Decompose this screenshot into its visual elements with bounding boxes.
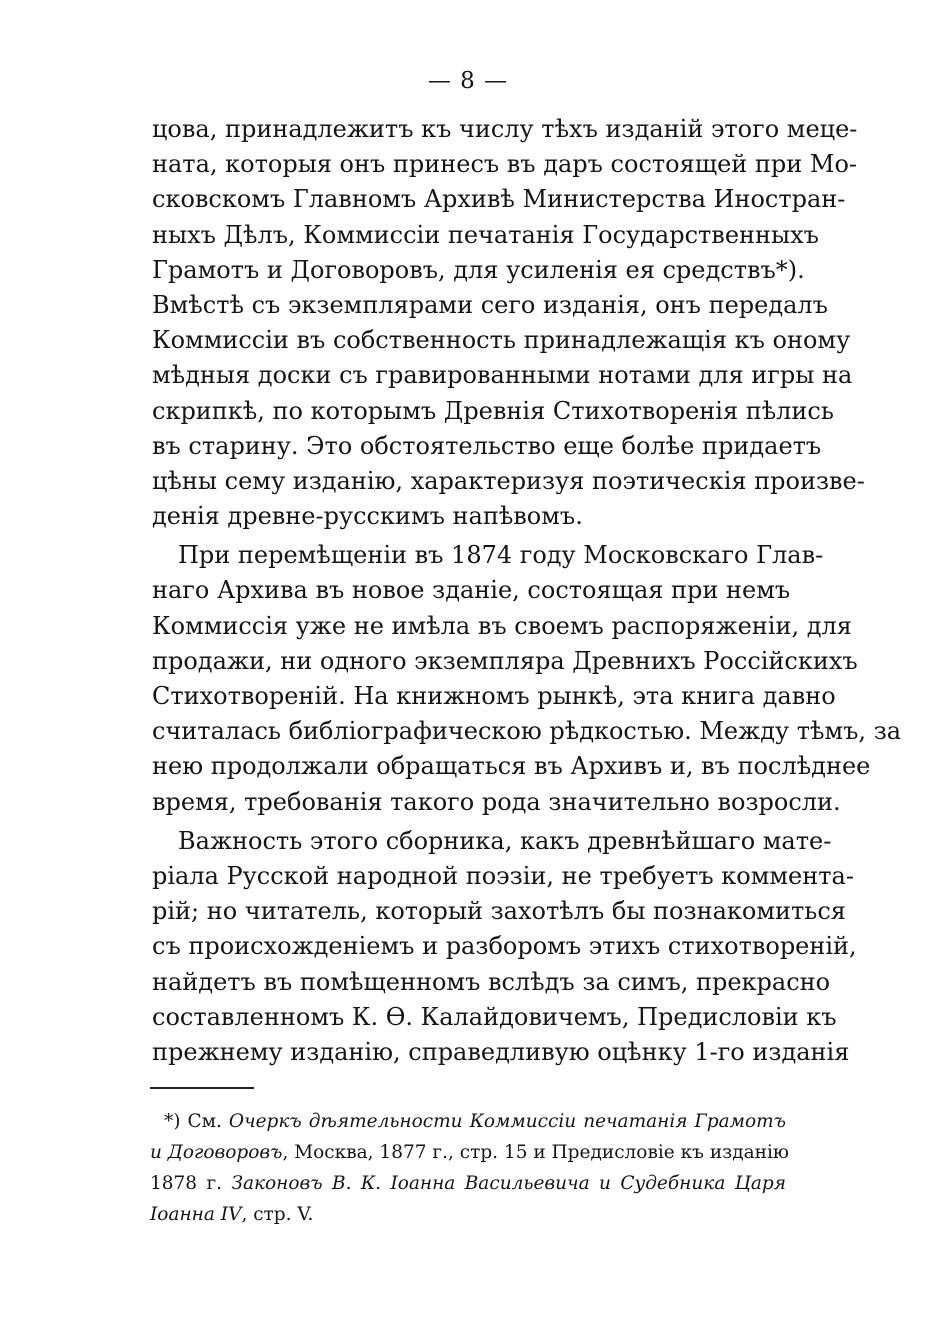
text-line: ріала Русской народной поэзіи, не требуетъ коммента- (152, 861, 854, 890)
footnote-line (150, 1137, 790, 1168)
text-line: Коммиссіи въ собственность принадлежащія къ оному (152, 326, 851, 355)
main-text (152, 112, 902, 1070)
footnote-marker: *) См. (164, 1111, 229, 1132)
footnote-line (150, 1168, 786, 1199)
footnote-text: 1878 г. (150, 1173, 232, 1194)
text-line: рій; но читатель, который захотѣлъ бы познакомиться (152, 897, 846, 926)
text-line: При перемѣщеніи въ 1874 году Московскаго Глав- (178, 541, 824, 570)
text-line: цова, принадлежитъ къ числу тѣхъ изданій этого меце- (152, 115, 858, 143)
footnote-line (150, 1106, 786, 1137)
text-line: ната, которыя онъ принесъ въ даръ состоящей при Мо- (152, 150, 858, 179)
text-line: время, требованія такого рода значительно возросли. (152, 787, 841, 816)
footnote (150, 1106, 790, 1230)
footnote-title: Очеркъ дѣятельности Коммиссіи печатанія Грамотъ (228, 1111, 786, 1132)
text-line: нею продолжали обращаться въ Архивъ и, въ послѣднее (152, 752, 871, 781)
text-line: Вмѣстѣ съ экземплярами сего изданія, онъ передалъ (152, 290, 828, 319)
footnote-line (150, 1199, 786, 1230)
text-line: составленномъ К. Ѳ. Калайдовичемъ, Предисловіи къ (152, 1002, 837, 1031)
footnote-title: Законовъ В. К. Іоанна Васильевича и Судебника Царя (231, 1173, 786, 1194)
text-line: скрипкѣ, по которымъ Древнія Стихотворенія пѣлись (152, 396, 834, 425)
text-line: въ старину. Это обстоятельство еще болѣе придаетъ (152, 431, 822, 460)
paragraph-3 (152, 824, 857, 1070)
text-line: Грамотъ и Договоровъ, для усиленія ея средствъ*). (152, 255, 805, 284)
footnote-text: , стр. V. (241, 1204, 314, 1225)
paragraph-1 (152, 112, 865, 534)
text-line: ныхъ Дѣлъ, Коммиссіи печатанія Государственныхъ (152, 220, 819, 249)
text-line: Важность этого сборника, какъ древнѣйшаго мате- (178, 826, 832, 855)
page-number: — 8 — (427, 68, 509, 94)
text-line: съ происхожденіемъ и разборомъ этихъ стихотвореній, (152, 932, 857, 961)
text-line: Стихотвореній. На книжномъ рынкѣ, эта книга давно (152, 682, 836, 710)
text-line: найдетъ въ помѣщенномъ вслѣдъ за симъ, прекрасно (152, 967, 831, 996)
text-line: наго Архива въ новое зданіе, состоящая при немъ (152, 576, 791, 605)
text-line: цѣны сему изданію, характеризуя поэтическія произве- (152, 466, 865, 495)
text-line: мѣдныя доски съ гравированными нотами для игры на (152, 361, 853, 390)
text-line: считалась библіографическою рѣдкостью. Между тѣмъ, за (152, 717, 902, 746)
paragraph-2 (152, 538, 902, 820)
text-line: продажи, ни одного экземпляра Древнихъ Россійскихъ (152, 646, 858, 675)
footnote-divider (150, 1087, 254, 1089)
text-line: сковскомъ Главномъ Архивѣ Министерства Иностран- (152, 185, 846, 214)
text-line: денія древне-русскимъ напѣвомъ. (152, 502, 583, 531)
footnote-title: и Договоровъ (150, 1142, 283, 1163)
footnote-title: Іоанна IV (150, 1204, 242, 1225)
text-line: прежнему изданію, справедливую оцѣнку 1-го изданія (152, 1037, 850, 1066)
footnote-text: , Москва, 1877 г., стр. 15 и Предисловіе къ изданію (282, 1142, 790, 1163)
text-line: Коммиссія уже не имѣла въ своемъ распоряженіи, для (152, 611, 852, 640)
